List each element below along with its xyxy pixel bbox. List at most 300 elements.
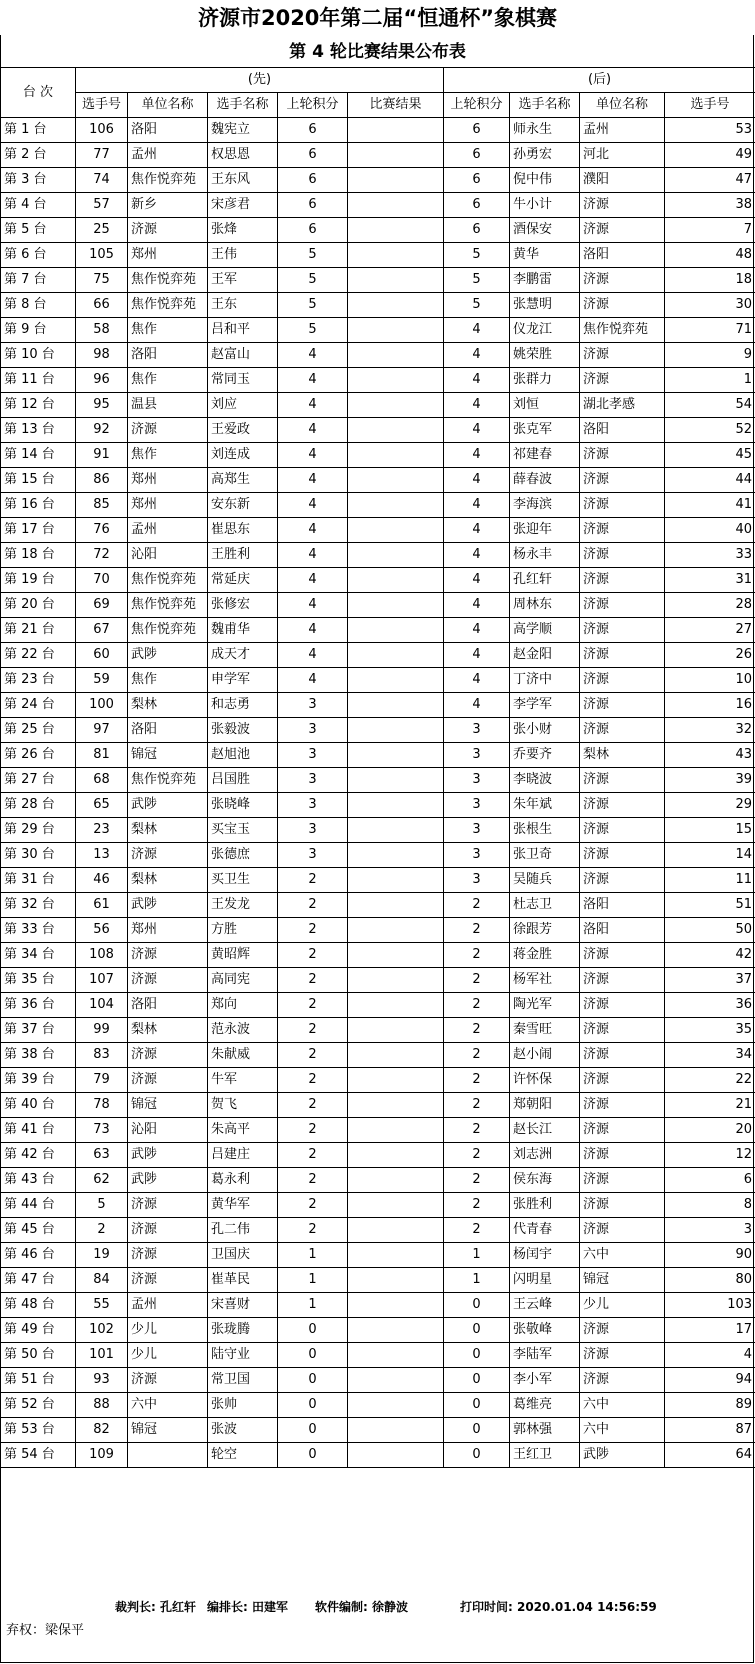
second-player-name: 杨闰宇 — [510, 1243, 580, 1268]
board-cell: 第 52 台 — [1, 1393, 76, 1418]
second-unit: 济源 — [580, 1093, 665, 1118]
table-row — [1, 1018, 755, 1043]
first-prev-score: 2 — [278, 1018, 348, 1043]
first-unit: 武陟 — [128, 793, 208, 818]
table-row — [1, 968, 755, 993]
second-prev-score: 4 — [444, 443, 510, 468]
result-cell — [348, 593, 444, 618]
header-w-no: 选手号 — [76, 93, 128, 118]
first-player-name: 贺飞 — [208, 1093, 278, 1118]
table-row — [1, 418, 755, 443]
first-unit: 焦作悦弈苑 — [128, 568, 208, 593]
second-prev-score: 6 — [444, 193, 510, 218]
first-prev-score: 6 — [278, 218, 348, 243]
first-player-no: 23 — [76, 818, 128, 843]
result-cell — [348, 1343, 444, 1368]
second-unit: 六中 — [580, 1393, 665, 1418]
first-player-no: 70 — [76, 568, 128, 593]
result-cell — [348, 143, 444, 168]
second-player-name: 薛春波 — [510, 468, 580, 493]
second-unit: 济源 — [580, 543, 665, 568]
first-unit: 沁阳 — [128, 1118, 208, 1143]
first-prev-score: 1 — [278, 1243, 348, 1268]
first-player-name: 安东新 — [208, 493, 278, 518]
first-player-no: 73 — [76, 1118, 128, 1143]
first-prev-score: 1 — [278, 1293, 348, 1318]
first-unit: 焦作 — [128, 318, 208, 343]
second-prev-score: 6 — [444, 143, 510, 168]
first-player-no: 5 — [76, 1193, 128, 1218]
first-unit: 郑州 — [128, 918, 208, 943]
second-unit: 济源 — [580, 1043, 665, 1068]
table-row — [1, 1343, 755, 1368]
first-player-no: 2 — [76, 1218, 128, 1243]
board-cell: 第 23 台 — [1, 668, 76, 693]
result-cell — [348, 868, 444, 893]
first-player-name: 王爱政 — [208, 418, 278, 443]
first-unit: 济源 — [128, 1218, 208, 1243]
second-prev-score: 4 — [444, 618, 510, 643]
second-player-name: 黄华 — [510, 243, 580, 268]
second-player-no: 18 — [665, 268, 755, 293]
table-row — [1, 1368, 755, 1393]
first-player-no: 88 — [76, 1393, 128, 1418]
first-prev-score: 5 — [278, 243, 348, 268]
table-row — [1, 593, 755, 618]
second-player-name: 杨军社 — [510, 968, 580, 993]
first-unit: 郑州 — [128, 243, 208, 268]
first-prev-score: 5 — [278, 268, 348, 293]
first-unit: 郑州 — [128, 493, 208, 518]
board-cell: 第 3 台 — [1, 168, 76, 193]
board-cell: 第 5 台 — [1, 218, 76, 243]
footer-print-time: 打印时间: 2020.01.04 14:56:59 — [460, 1600, 657, 1614]
first-prev-score: 0 — [278, 1368, 348, 1393]
result-cell — [348, 1168, 444, 1193]
table-row — [1, 643, 755, 668]
table-row — [1, 543, 755, 568]
first-unit: 郑州 — [128, 468, 208, 493]
first-unit: 沁阳 — [128, 543, 208, 568]
first-player-no: 46 — [76, 868, 128, 893]
first-prev-score: 3 — [278, 818, 348, 843]
board-cell: 第 17 台 — [1, 518, 76, 543]
first-unit: 梨林 — [128, 818, 208, 843]
board-cell: 第 40 台 — [1, 1093, 76, 1118]
second-player-name: 张根生 — [510, 818, 580, 843]
table-row — [1, 668, 755, 693]
table-row — [1, 193, 755, 218]
second-player-no: 87 — [665, 1418, 755, 1443]
first-unit: 焦作悦弈苑 — [128, 293, 208, 318]
second-prev-score: 2 — [444, 1168, 510, 1193]
second-unit: 济源 — [580, 868, 665, 893]
second-prev-score: 0 — [444, 1393, 510, 1418]
second-player-name: 倪中伟 — [510, 168, 580, 193]
second-player-name: 李鹏雷 — [510, 268, 580, 293]
second-player-name: 代青春 — [510, 1218, 580, 1243]
first-prev-score: 3 — [278, 718, 348, 743]
board-cell: 第 14 台 — [1, 443, 76, 468]
header-b-score: 上轮积分 — [444, 93, 510, 118]
first-unit: 济源 — [128, 1243, 208, 1268]
second-player-name: 周林东 — [510, 593, 580, 618]
first-player-name: 孔二伟 — [208, 1218, 278, 1243]
first-player-no: 101 — [76, 1343, 128, 1368]
table-row — [1, 1443, 755, 1468]
second-unit: 济源 — [580, 693, 665, 718]
first-player-name: 常卫国 — [208, 1368, 278, 1393]
second-player-no: 22 — [665, 1068, 755, 1093]
second-player-no: 30 — [665, 293, 755, 318]
first-player-no: 100 — [76, 693, 128, 718]
first-player-no: 81 — [76, 743, 128, 768]
first-prev-score: 2 — [278, 943, 348, 968]
result-cell — [348, 968, 444, 993]
result-cell — [348, 1068, 444, 1093]
first-player-no: 57 — [76, 193, 128, 218]
board-cell: 第 24 台 — [1, 693, 76, 718]
board-cell: 第 36 台 — [1, 993, 76, 1018]
table-row — [1, 993, 755, 1018]
board-cell: 第 27 台 — [1, 768, 76, 793]
first-prev-score: 2 — [278, 868, 348, 893]
first-player-no: 63 — [76, 1143, 128, 1168]
result-cell — [348, 493, 444, 518]
first-unit: 孟州 — [128, 518, 208, 543]
result-cell — [348, 743, 444, 768]
second-prev-score: 2 — [444, 968, 510, 993]
second-prev-score: 4 — [444, 593, 510, 618]
second-prev-score: 1 — [444, 1243, 510, 1268]
second-player-name: 赵长江 — [510, 1118, 580, 1143]
first-prev-score: 4 — [278, 593, 348, 618]
second-prev-score: 0 — [444, 1418, 510, 1443]
result-cell — [348, 718, 444, 743]
second-unit: 济源 — [580, 218, 665, 243]
first-player-name: 朱献威 — [208, 1043, 278, 1068]
second-player-no: 17 — [665, 1318, 755, 1343]
first-player-name: 成天才 — [208, 643, 278, 668]
first-player-no: 79 — [76, 1068, 128, 1093]
second-player-name: 师永生 — [510, 118, 580, 143]
second-player-no: 52 — [665, 418, 755, 443]
first-prev-score: 2 — [278, 1168, 348, 1193]
second-player-no: 41 — [665, 493, 755, 518]
result-cell — [348, 1318, 444, 1343]
result-cell — [348, 1393, 444, 1418]
second-prev-score: 0 — [444, 1343, 510, 1368]
first-unit: 新乡 — [128, 193, 208, 218]
second-prev-score: 4 — [444, 343, 510, 368]
second-prev-score: 2 — [444, 993, 510, 1018]
first-unit: 济源 — [128, 968, 208, 993]
first-player-name: 范永波 — [208, 1018, 278, 1043]
first-player-name: 张波 — [208, 1418, 278, 1443]
first-player-name: 宋喜财 — [208, 1293, 278, 1318]
first-prev-score: 2 — [278, 1043, 348, 1068]
table-row — [1, 1318, 755, 1343]
result-cell — [348, 193, 444, 218]
second-unit: 济源 — [580, 668, 665, 693]
second-player-no: 44 — [665, 468, 755, 493]
first-prev-score: 4 — [278, 568, 348, 593]
first-player-no: 106 — [76, 118, 128, 143]
first-unit: 洛阳 — [128, 993, 208, 1018]
first-prev-score: 0 — [278, 1343, 348, 1368]
second-player-name: 牛小计 — [510, 193, 580, 218]
first-prev-score: 3 — [278, 768, 348, 793]
result-cell — [348, 418, 444, 443]
second-player-no: 94 — [665, 1368, 755, 1393]
second-prev-score: 3 — [444, 843, 510, 868]
first-unit: 济源 — [128, 843, 208, 868]
second-prev-score: 3 — [444, 818, 510, 843]
board-cell: 第 48 台 — [1, 1293, 76, 1318]
board-cell: 第 46 台 — [1, 1243, 76, 1268]
first-player-name: 买宝玉 — [208, 818, 278, 843]
results-table — [0, 67, 755, 1468]
first-unit: 梨林 — [128, 1018, 208, 1043]
first-prev-score: 6 — [278, 143, 348, 168]
first-player-name: 王东风 — [208, 168, 278, 193]
second-unit: 济源 — [580, 1368, 665, 1393]
result-cell — [348, 543, 444, 568]
result-cell — [348, 693, 444, 718]
second-player-no: 71 — [665, 318, 755, 343]
second-player-name: 高学顺 — [510, 618, 580, 643]
first-player-name: 张帅 — [208, 1393, 278, 1418]
first-player-no: 65 — [76, 793, 128, 818]
second-unit: 济源 — [580, 443, 665, 468]
second-player-no: 45 — [665, 443, 755, 468]
header-board: 台 次 — [1, 68, 76, 118]
second-player-no: 28 — [665, 593, 755, 618]
second-prev-score: 4 — [444, 668, 510, 693]
first-player-no: 84 — [76, 1268, 128, 1293]
first-player-name: 牛军 — [208, 1068, 278, 1093]
second-prev-score: 4 — [444, 468, 510, 493]
second-player-name: 陶光军 — [510, 993, 580, 1018]
result-cell — [348, 843, 444, 868]
second-player-no: 27 — [665, 618, 755, 643]
second-player-no: 64 — [665, 1443, 755, 1468]
table-row — [1, 1118, 755, 1143]
second-unit: 锦冠 — [580, 1268, 665, 1293]
first-player-no: 107 — [76, 968, 128, 993]
board-cell: 第 20 台 — [1, 593, 76, 618]
first-unit: 六中 — [128, 1393, 208, 1418]
first-unit: 济源 — [128, 1193, 208, 1218]
result-cell — [348, 243, 444, 268]
result-cell — [348, 1293, 444, 1318]
table-row — [1, 1268, 755, 1293]
first-player-name: 黄华军 — [208, 1193, 278, 1218]
first-player-no: 83 — [76, 1043, 128, 1068]
first-player-no: 25 — [76, 218, 128, 243]
board-cell: 第 12 台 — [1, 393, 76, 418]
board-cell: 第 11 台 — [1, 368, 76, 393]
second-prev-score: 4 — [444, 518, 510, 543]
header-w-unit: 单位名称 — [128, 93, 208, 118]
second-player-name: 李小军 — [510, 1368, 580, 1393]
second-player-name: 许怀保 — [510, 1068, 580, 1093]
second-unit: 济源 — [580, 1343, 665, 1368]
second-player-no: 15 — [665, 818, 755, 843]
result-cell — [348, 368, 444, 393]
footer-referee: 裁判长: 孔红轩 — [115, 1600, 196, 1614]
second-prev-score: 0 — [444, 1443, 510, 1468]
first-prev-score: 3 — [278, 843, 348, 868]
table-row — [1, 693, 755, 718]
second-player-no: 47 — [665, 168, 755, 193]
second-player-no: 89 — [665, 1393, 755, 1418]
first-prev-score: 1 — [278, 1268, 348, 1293]
first-player-name: 刘连成 — [208, 443, 278, 468]
second-player-no: 21 — [665, 1093, 755, 1118]
first-unit: 济源 — [128, 1368, 208, 1393]
first-player-no: 96 — [76, 368, 128, 393]
second-player-name: 吴随兵 — [510, 868, 580, 893]
second-prev-score: 6 — [444, 168, 510, 193]
first-unit: 少儿 — [128, 1318, 208, 1343]
first-prev-score: 2 — [278, 1118, 348, 1143]
second-prev-score: 3 — [444, 793, 510, 818]
first-prev-score: 2 — [278, 1218, 348, 1243]
page-title: 济源市2020年第二届“恒通杯”象棋赛 — [197, 6, 558, 30]
first-player-no: 97 — [76, 718, 128, 743]
second-player-name: 赵小闹 — [510, 1043, 580, 1068]
first-prev-score: 5 — [278, 318, 348, 343]
second-player-no: 34 — [665, 1043, 755, 1068]
first-player-no: 91 — [76, 443, 128, 468]
second-prev-score: 4 — [444, 568, 510, 593]
second-unit: 六中 — [580, 1418, 665, 1443]
first-prev-score: 4 — [278, 668, 348, 693]
first-unit: 洛阳 — [128, 118, 208, 143]
second-player-no: 6 — [665, 1168, 755, 1193]
first-player-no: 61 — [76, 893, 128, 918]
second-unit: 洛阳 — [580, 418, 665, 443]
board-cell: 第 15 台 — [1, 468, 76, 493]
table-row — [1, 293, 755, 318]
first-unit: 济源 — [128, 418, 208, 443]
board-cell: 第 18 台 — [1, 543, 76, 568]
header-b-no: 选手号 — [665, 93, 755, 118]
second-player-name: 王红卫 — [510, 1443, 580, 1468]
first-prev-score: 4 — [278, 643, 348, 668]
board-cell: 第 13 台 — [1, 418, 76, 443]
result-cell — [348, 1268, 444, 1293]
board-cell: 第 4 台 — [1, 193, 76, 218]
first-player-no: 62 — [76, 1168, 128, 1193]
second-unit: 济源 — [580, 793, 665, 818]
board-cell: 第 44 台 — [1, 1193, 76, 1218]
result-cell — [348, 1143, 444, 1168]
first-unit: 武陟 — [128, 1168, 208, 1193]
first-player-name: 魏宪立 — [208, 118, 278, 143]
second-prev-score: 4 — [444, 418, 510, 443]
first-player-name: 张珑腾 — [208, 1318, 278, 1343]
table-row — [1, 818, 755, 843]
second-prev-score: 3 — [444, 768, 510, 793]
board-cell: 第 26 台 — [1, 743, 76, 768]
header-w-score: 上轮积分 — [278, 93, 348, 118]
second-player-no: 1 — [665, 368, 755, 393]
first-unit: 济源 — [128, 943, 208, 968]
second-player-name: 刘志洲 — [510, 1143, 580, 1168]
result-cell — [348, 168, 444, 193]
second-player-name: 祁建春 — [510, 443, 580, 468]
first-player-no: 60 — [76, 643, 128, 668]
result-cell — [348, 1093, 444, 1118]
second-player-no: 103 — [665, 1293, 755, 1318]
first-player-name: 和志勇 — [208, 693, 278, 718]
result-cell — [348, 993, 444, 1018]
second-player-no: 9 — [665, 343, 755, 368]
second-prev-score: 2 — [444, 1068, 510, 1093]
first-player-no: 105 — [76, 243, 128, 268]
first-player-no: 75 — [76, 268, 128, 293]
second-player-no: 3 — [665, 1218, 755, 1243]
first-player-name: 崔革民 — [208, 1268, 278, 1293]
second-unit: 河北 — [580, 143, 665, 168]
header-b-unit: 单位名称 — [580, 93, 665, 118]
first-prev-score: 3 — [278, 743, 348, 768]
result-cell — [348, 343, 444, 368]
result-cell — [348, 318, 444, 343]
first-player-no: 104 — [76, 993, 128, 1018]
first-player-name: 魏甫华 — [208, 618, 278, 643]
board-cell: 第 32 台 — [1, 893, 76, 918]
first-player-name: 方胜 — [208, 918, 278, 943]
first-prev-score: 0 — [278, 1418, 348, 1443]
first-player-no: 59 — [76, 668, 128, 693]
board-cell: 第 31 台 — [1, 868, 76, 893]
second-unit: 济源 — [580, 518, 665, 543]
second-player-name: 张卫奇 — [510, 843, 580, 868]
first-player-name: 吕国胜 — [208, 768, 278, 793]
first-player-name: 张毅波 — [208, 718, 278, 743]
first-unit: 梨林 — [128, 693, 208, 718]
board-cell: 第 2 台 — [1, 143, 76, 168]
second-unit: 梨林 — [580, 743, 665, 768]
board-cell: 第 7 台 — [1, 268, 76, 293]
second-prev-score: 2 — [444, 893, 510, 918]
board-cell: 第 19 台 — [1, 568, 76, 593]
second-player-no: 36 — [665, 993, 755, 1018]
table-row — [1, 268, 755, 293]
first-unit: 武陟 — [128, 893, 208, 918]
first-player-name: 王胜利 — [208, 543, 278, 568]
table-row — [1, 618, 755, 643]
board-cell: 第 42 台 — [1, 1143, 76, 1168]
result-cell — [348, 618, 444, 643]
table-row — [1, 1293, 755, 1318]
table-row — [1, 843, 755, 868]
second-unit: 济源 — [580, 1168, 665, 1193]
table-row — [1, 218, 755, 243]
second-unit: 济源 — [580, 993, 665, 1018]
board-cell: 第 39 台 — [1, 1068, 76, 1093]
second-unit: 济源 — [580, 593, 665, 618]
second-player-name: 孔红轩 — [510, 568, 580, 593]
second-unit: 济源 — [580, 968, 665, 993]
second-player-no: 42 — [665, 943, 755, 968]
second-prev-score: 2 — [444, 1043, 510, 1068]
first-player-name: 吕和平 — [208, 318, 278, 343]
second-unit: 济源 — [580, 1143, 665, 1168]
